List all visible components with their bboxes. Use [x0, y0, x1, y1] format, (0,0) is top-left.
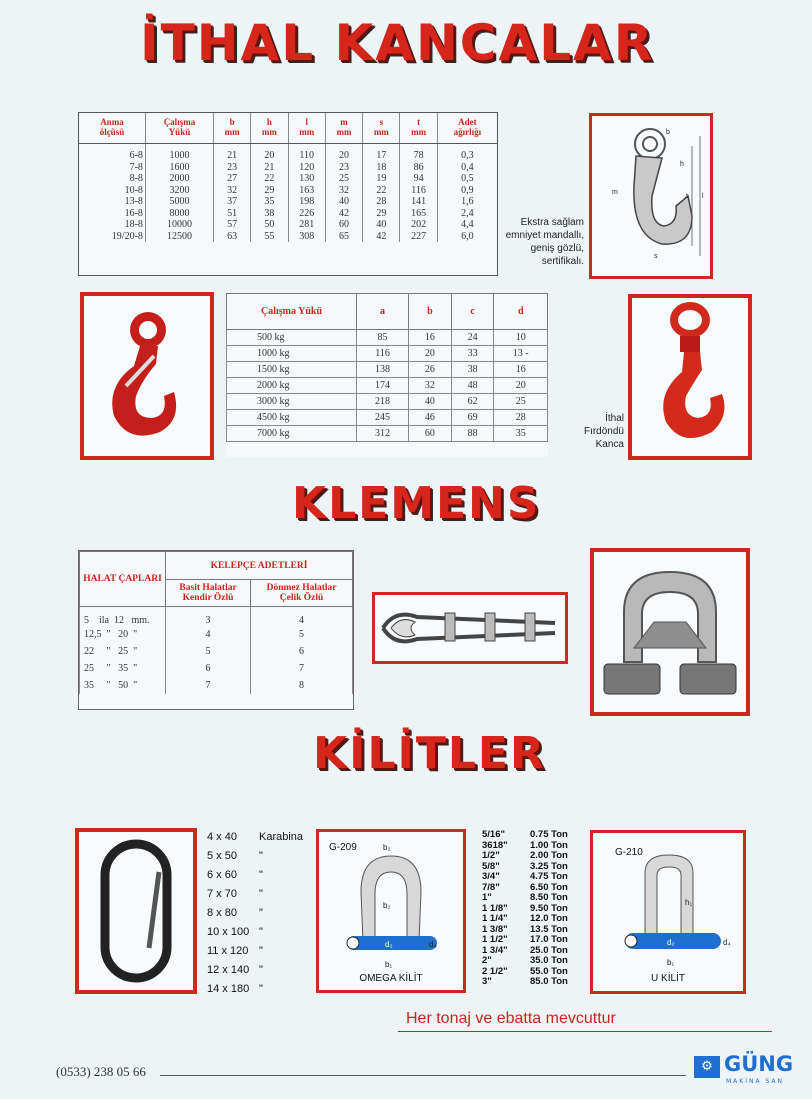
- tonnage-size: 7/8": [482, 881, 500, 893]
- clamp-table-row: [80, 677, 353, 694]
- clamp-table-cell: 4: [166, 626, 251, 643]
- hook-table-cell: 94: [400, 173, 437, 185]
- load-table-cell: 46: [409, 410, 452, 426]
- hook-table-row: [79, 173, 497, 185]
- u-shackle-drawing: [593, 833, 743, 991]
- hook-table-cell: 40: [325, 196, 362, 208]
- load-table-cell: 4500 kg: [227, 410, 357, 426]
- swivel-caption-line: Fırdöndü: [583, 426, 624, 437]
- carabiner-photo-frame: [75, 828, 197, 994]
- hook-table-cell: 7-8: [79, 162, 145, 174]
- hook-table-cell: 63: [213, 231, 250, 243]
- eye-hook-drawing: [592, 116, 710, 276]
- load-table-cell: 26: [409, 362, 452, 378]
- tonnage-sizes: [482, 830, 532, 988]
- load-table-cell: 16: [494, 362, 548, 378]
- hook-table-cell: 0,5: [461, 173, 474, 184]
- hook-table-header: s mm: [363, 113, 400, 144]
- tonnage-size: 1 1/4": [482, 913, 508, 924]
- load-table-cell: 40: [409, 394, 452, 410]
- slogan-underline: [398, 1031, 772, 1032]
- hook-table-cell: 21: [251, 162, 288, 174]
- footer-rule: [160, 1075, 686, 1076]
- clamp-table-cell: 5 ila 12 mm.: [80, 607, 166, 627]
- carabiner-size: 11 x 120: [207, 945, 249, 957]
- load-table-cell: 500 kg: [227, 330, 357, 346]
- hook-table-cell: 6,0: [461, 230, 474, 242]
- hook-table-cell: 51: [213, 208, 250, 220]
- tonnage-value: 0.75 Ton: [530, 829, 568, 840]
- clamp-diagram-frame: [372, 592, 568, 664]
- tonnage-values: [530, 830, 580, 988]
- hook-table-cell: 165: [400, 208, 437, 220]
- clamp-subheader: Basit Halatlar Kendir Özlü: [166, 580, 251, 607]
- tonnage-value: 17.0 Ton: [530, 934, 568, 945]
- clamp-subheader: Dönmez Halatlar Çelik Özlü: [251, 580, 353, 607]
- clamp-table-cell: 4: [251, 607, 353, 627]
- tonnage-size: 5/8": [482, 860, 500, 872]
- load-table-row: [227, 362, 548, 378]
- hook-table-cell: 20: [251, 144, 288, 162]
- load-table-cell: 13 -: [494, 346, 548, 362]
- slogan: Her tonaj ve ebatta mevcuttur: [406, 1010, 616, 1027]
- load-table-cell: 85: [357, 330, 409, 346]
- hook-caption-line: sertifikalı.: [541, 256, 584, 267]
- omega-code: G-209: [329, 842, 357, 853]
- eye-hook-diagram-frame: [589, 113, 713, 279]
- carabiner-size: 8 x 80: [207, 907, 237, 919]
- load-table-row: [227, 346, 548, 362]
- clamp-table-cell: 3: [166, 607, 251, 627]
- load-table-header: a: [357, 294, 409, 330]
- hook-table-cell: 120: [288, 162, 325, 174]
- tonnage-value: 4.75 Ton: [530, 871, 568, 882]
- hook-table-cell: 226: [288, 208, 325, 220]
- hook-table-cell: 55: [251, 231, 288, 243]
- load-table-row: [227, 394, 548, 410]
- load-table-row: [227, 378, 548, 394]
- hook-table-cell: 38: [251, 208, 288, 220]
- load-table-cell: 69: [451, 410, 494, 426]
- hook-table-cell: 19: [363, 173, 400, 185]
- load-table-cell: 218: [357, 394, 409, 410]
- load-table-row: [227, 410, 548, 426]
- tonnage-value: 2.00 Ton: [530, 850, 568, 861]
- clamp-table-row: [80, 626, 353, 643]
- u-d2-label: d₂: [667, 938, 675, 947]
- red-hook-photo-frame: [80, 292, 214, 460]
- hook-table-cell: 65: [325, 231, 362, 243]
- carabiner-sizes: [207, 828, 267, 999]
- clamp-table-row: [80, 607, 353, 627]
- hook-table-cell: 281: [288, 219, 325, 231]
- svg-text:t: t: [686, 193, 688, 200]
- hook-table-cell: 42: [363, 231, 400, 243]
- load-table-cell: 20: [494, 378, 548, 394]
- load-table-cell: 245: [357, 410, 409, 426]
- svg-text:b: b: [666, 129, 670, 136]
- hook-table-cell: 198: [288, 196, 325, 208]
- brand-name: GÜNG: [724, 1052, 794, 1076]
- hook-table-cell: 19/20-8: [79, 231, 145, 243]
- omega-d4-label: d₄: [429, 940, 437, 949]
- hook-table-row: [79, 208, 497, 220]
- omega-d2-label: d₂: [385, 940, 393, 949]
- omega-shackle-drawing: [319, 832, 463, 990]
- tonnage-value: 9.50 Ton: [530, 902, 568, 914]
- carabiner-name: ": [259, 907, 263, 919]
- hook-table-header: m mm: [325, 113, 362, 144]
- u-name: U KİLİT: [651, 973, 685, 984]
- load-spec-table: [226, 293, 548, 457]
- tonnage-size: 2 1/2": [482, 965, 508, 977]
- hook-table-cell: 16-8: [79, 208, 145, 220]
- hook-table-header: h mm: [251, 113, 288, 144]
- load-table-cell: 312: [357, 426, 409, 442]
- hook-table-cell: 29: [363, 208, 400, 220]
- tonnage-size: 3/4": [482, 871, 500, 882]
- hook-table-cell: 18-8: [79, 219, 145, 231]
- tonnage-value: 35.0 Ton: [530, 955, 568, 966]
- hook-table-cell: 57: [213, 219, 250, 231]
- carabiner-name: ": [259, 945, 263, 957]
- tonnage-size: 1 1/2": [482, 934, 508, 945]
- hook-table-cell: 6-8: [79, 144, 145, 162]
- clamp-photo-frame: [590, 548, 750, 716]
- load-table-header: b: [409, 294, 452, 330]
- hook-table-cell: 17: [363, 144, 400, 162]
- svg-text:m: m: [612, 189, 618, 196]
- omega-b2-inner-label: b₂: [383, 901, 391, 910]
- carabiner-name: ": [259, 888, 263, 900]
- clamp-table-cell: 5: [251, 626, 353, 643]
- tonnage-value: 3.25 Ton: [530, 860, 568, 872]
- carabiner-size: 5 x 50: [207, 850, 237, 862]
- clamp-table-cell: 35 " 50 ": [80, 677, 166, 694]
- hook-table-cell: 23: [325, 162, 362, 174]
- clamp-table-cell: 6: [251, 643, 353, 660]
- carabiner-size: 10 x 100: [207, 926, 250, 938]
- hook-table-cell: 22: [363, 185, 400, 197]
- load-table-header: d: [494, 294, 548, 330]
- clamp-table-row: [80, 660, 353, 677]
- tonnage-size: 1 3/8": [482, 923, 508, 935]
- hook-table-header: Adet ağırlığı: [437, 113, 497, 144]
- hook-spec-table: [78, 112, 498, 276]
- hook-table-cell: 22: [251, 173, 288, 185]
- hook-table-cell: 130: [288, 173, 325, 185]
- hook-table-cell: 13-8: [79, 196, 145, 208]
- carabiner-image: [79, 832, 193, 990]
- tonnage-size: 1": [482, 892, 492, 903]
- clamp-table-cell: 7: [166, 677, 251, 694]
- hook-caption-line: Ekstra sağlam: [520, 217, 584, 228]
- clamp-table-cell: 6: [166, 660, 251, 677]
- hook-table-cell: 12500: [145, 231, 213, 243]
- brand-logo-icon: ⚙: [694, 1056, 720, 1078]
- hook-table-cell: 78: [400, 144, 437, 162]
- clamp-table-cell: 25 " 35 ": [80, 660, 166, 677]
- load-table-cell: 116: [357, 346, 409, 362]
- u-code: G-210: [615, 847, 643, 858]
- hook-caption-line: emniyet mandallı,: [505, 230, 584, 241]
- hook-table-row: [79, 196, 497, 208]
- hook-table-header: l mm: [288, 113, 325, 144]
- hook-table-header: b mm: [213, 113, 250, 144]
- hook-table-cell: 32: [213, 185, 250, 197]
- hook-table-row: [79, 219, 497, 231]
- load-table-cell: 25: [494, 394, 548, 410]
- tonnage-size: 2": [482, 955, 492, 966]
- tonnage-value: 6.50 Ton: [530, 881, 568, 893]
- hook-table-cell: 35: [251, 196, 288, 208]
- footer-phone: (0533) 238 05 66: [56, 1064, 146, 1079]
- hook-table-cell: 32: [325, 185, 362, 197]
- tonnage-size: 1 3/4": [482, 944, 508, 956]
- clamp-table-cell: 5: [166, 643, 251, 660]
- hook-table-cell: 202: [400, 219, 437, 231]
- clamp-header-group: KELEPÇE ADETLERİ: [166, 552, 353, 580]
- load-table-header: c: [451, 294, 494, 330]
- load-table-cell: 28: [494, 410, 548, 426]
- load-table-cell: 60: [409, 426, 452, 442]
- hook-table-cell: 141: [400, 196, 437, 208]
- load-table-cell: 38: [451, 362, 494, 378]
- clamp-table-row: [80, 643, 353, 660]
- hook-table-cell: 110: [288, 144, 325, 162]
- swivel-caption-line: İthal: [605, 413, 624, 424]
- u-d4-label: d₄: [723, 938, 731, 947]
- brand-logo: [694, 1050, 812, 1090]
- svg-text:h: h: [680, 161, 684, 168]
- hook-table-cell: 5000: [145, 196, 213, 208]
- hook-caption-line: geniş gözlü,: [530, 243, 584, 254]
- carabiner-name: Karabina: [259, 831, 304, 843]
- carabiner-names: [259, 828, 309, 999]
- load-table-cell: 33: [451, 346, 494, 362]
- load-table-row: [227, 426, 548, 442]
- hook-table-cell: 40: [363, 219, 400, 231]
- swivel-hook-image: [632, 298, 748, 456]
- clamp-table-cell: 7: [251, 660, 353, 677]
- carabiner-name: ": [259, 926, 263, 938]
- svg-text:l: l: [702, 193, 704, 200]
- hook-table-cell: 0,3: [461, 150, 474, 161]
- tonnage-value: 1.00 Ton: [530, 839, 568, 851]
- hook-table-cell: 0,4: [461, 161, 474, 173]
- omega-b1-label: b₁: [385, 960, 393, 969]
- tonnage-size: 1 1/8": [482, 902, 508, 914]
- tonnage-value: 85.0 Ton: [530, 976, 568, 987]
- hook-table-header: Anma ölçüsü: [79, 113, 145, 144]
- clamp-header-rope: HALAT ÇAPLARI: [80, 552, 166, 607]
- load-table-cell: 7000 kg: [227, 426, 357, 442]
- hook-table-cell: 163: [288, 185, 325, 197]
- brand-sub: MAKİNA SAN: [726, 1078, 784, 1085]
- hook-table-cell: 8000: [145, 208, 213, 220]
- omega-b2-label: b₂: [383, 843, 391, 852]
- hook-table-row: [79, 231, 497, 243]
- carabiner-name: ": [259, 869, 263, 881]
- hook-table-cell: 25: [325, 173, 362, 185]
- hook-table-cell: 1600: [145, 162, 213, 174]
- load-table-cell: 16: [409, 330, 452, 346]
- u-b1-label: b₁: [667, 958, 675, 967]
- hook-table-cell: 29: [251, 185, 288, 197]
- u-shackle-frame: [590, 830, 746, 994]
- red-latch-hook-image: [84, 296, 210, 456]
- carabiner-size: 7 x 70: [207, 888, 237, 900]
- hook-table-cell: 23: [213, 162, 250, 174]
- carabiner-size: 14 x 180: [207, 983, 250, 995]
- clamp-spec-table: [78, 550, 354, 710]
- carabiner-name: ": [259, 964, 263, 976]
- svg-text:s: s: [654, 253, 658, 260]
- hook-table-cell: 8-8: [79, 173, 145, 185]
- tonnage-size: 3": [482, 976, 492, 987]
- wire-rope-clamp-drawing: [375, 595, 565, 661]
- load-table-cell: 10: [494, 330, 548, 346]
- load-table-header: Çalışma Yükü: [227, 294, 357, 330]
- load-table-cell: 88: [451, 426, 494, 442]
- hook-caption: [480, 216, 584, 268]
- hook-table-cell: 42: [325, 208, 362, 220]
- hook-table-cell: 27: [213, 173, 250, 185]
- tonnage-value: 55.0 Ton: [530, 965, 568, 977]
- hook-table-cell: 308: [288, 231, 325, 243]
- carabiner-name: ": [259, 850, 263, 862]
- hook-table-cell: 4,4: [461, 219, 474, 230]
- hook-table-cell: 116: [400, 185, 437, 197]
- hook-table-row: [79, 185, 497, 197]
- hook-table-cell: 3200: [145, 185, 213, 197]
- shackles-title: KİLİTLER: [313, 728, 546, 779]
- clamp-table-cell: 8: [251, 677, 353, 694]
- hook-table-cell: 1,6: [461, 196, 474, 207]
- load-table-cell: 48: [451, 378, 494, 394]
- clamp-table-cell: 12,5 " 20 ": [80, 626, 166, 643]
- swivel-caption: [566, 412, 624, 451]
- hook-table-header: Çalışma Yükü: [145, 113, 213, 144]
- hook-table-cell: 0,9: [461, 184, 474, 196]
- tonnage-size: 1/2": [482, 850, 500, 861]
- clamp-table-cell: 22 " 25 ": [80, 643, 166, 660]
- hook-table-row: [79, 162, 497, 174]
- tonnage-value: 12.0 Ton: [530, 913, 568, 924]
- wire-rope-clamp-photo: [594, 552, 746, 712]
- u-h1-label: h₁: [685, 898, 693, 907]
- hook-table-cell: 20: [325, 144, 362, 162]
- hooks-title: İTHAL KANCALAR: [140, 14, 655, 72]
- tonnage-value: 25.0 Ton: [530, 944, 568, 956]
- load-table-cell: 1000 kg: [227, 346, 357, 362]
- hook-table-cell: 60: [325, 219, 362, 231]
- omega-shackle-frame: [316, 829, 466, 993]
- tonnage-value: 13.5 Ton: [530, 923, 568, 935]
- load-table-cell: 174: [357, 378, 409, 394]
- load-table-cell: 32: [409, 378, 452, 394]
- hook-table-cell: 2000: [145, 173, 213, 185]
- tonnage-value: 8.50 Ton: [530, 892, 568, 903]
- hook-table-header: t mm: [400, 113, 437, 144]
- hook-table-cell: 37: [213, 196, 250, 208]
- tonnage-size: 5/16": [482, 829, 505, 840]
- carabiner-size: 6 x 60: [207, 869, 237, 881]
- hook-table-cell: 50: [251, 219, 288, 231]
- swivel-hook-photo-frame: [628, 294, 752, 460]
- load-table-cell: 2000 kg: [227, 378, 357, 394]
- hook-table-cell: 1000: [145, 144, 213, 162]
- load-table-cell: 35: [494, 426, 548, 442]
- load-table-cell: 24: [451, 330, 494, 346]
- load-table-cell: 62: [451, 394, 494, 410]
- carabiner-name: ": [259, 983, 263, 995]
- carabiner-size: 4 x 40: [207, 831, 237, 843]
- hook-table-cell: 227: [400, 231, 437, 243]
- hook-table-cell: 10000: [145, 219, 213, 231]
- hook-table-cell: 18: [363, 162, 400, 174]
- swivel-caption-line: Kanca: [595, 439, 624, 450]
- omega-name: OMEGA KİLİT: [359, 973, 423, 984]
- hook-table-cell: 2,4: [461, 207, 474, 219]
- hook-table-row: [79, 144, 497, 162]
- hook-table-cell: 21: [213, 144, 250, 162]
- load-table-cell: 3000 kg: [227, 394, 357, 410]
- load-table-cell: 138: [357, 362, 409, 378]
- carabiner-size: 12 x 140: [207, 964, 250, 976]
- clamps-title: KLEMENS: [292, 478, 541, 529]
- load-table-cell: 20: [409, 346, 452, 362]
- tonnage-size: 3618": [482, 839, 508, 851]
- load-table-row: [227, 330, 548, 346]
- hook-table-cell: 28: [363, 196, 400, 208]
- hook-table-cell: 10-8: [79, 185, 145, 197]
- load-table-cell: 1500 kg: [227, 362, 357, 378]
- hook-table-cell: 86: [400, 162, 437, 174]
